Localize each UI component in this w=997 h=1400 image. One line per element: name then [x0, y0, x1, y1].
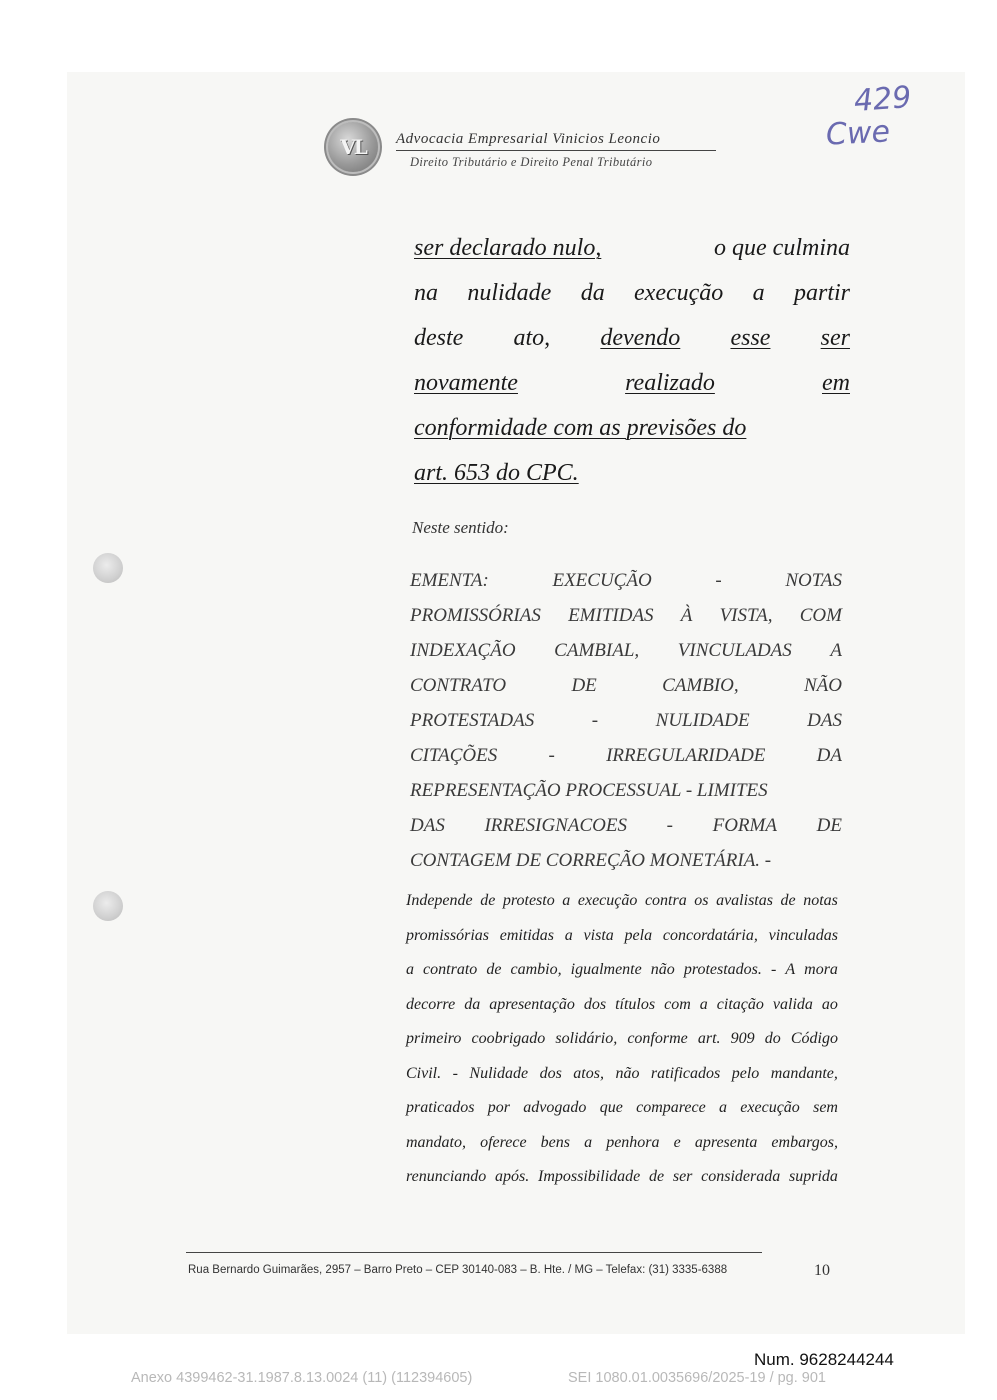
ementa-word: -	[715, 570, 722, 591]
handwritten-number: 429	[852, 80, 913, 119]
body-word: pela	[624, 926, 653, 944]
footer-divider	[186, 1252, 762, 1253]
lead-word: esse	[730, 325, 771, 351]
lead-word: em	[822, 370, 850, 396]
lead-word: ser	[820, 325, 850, 351]
body-word: ao	[821, 995, 838, 1013]
body-word: promissórias	[406, 926, 489, 944]
ementa-word: CAMBIO,	[662, 675, 739, 696]
body-word: a	[699, 995, 708, 1013]
ementa-word: IRRESIGNACOES	[484, 815, 627, 836]
ementa-word: NÃO	[803, 675, 842, 696]
lead-line	[414, 406, 850, 451]
body-word: pelo	[731, 1064, 760, 1082]
body-word: vinculadas	[768, 926, 838, 944]
body-word: apresenta	[694, 1133, 758, 1151]
lead-line	[414, 361, 850, 406]
lead-word: a	[752, 280, 765, 306]
body-line	[406, 919, 838, 954]
ementa-word: CAMBIAL,	[554, 640, 640, 661]
body-word: 909	[730, 1030, 755, 1047]
ementa-word: NOTAS	[785, 570, 842, 591]
body-word: oferece	[480, 1133, 527, 1151]
body-word: igualmente	[570, 961, 642, 978]
body-word: a	[406, 961, 414, 978]
firm-name: Advocacia Empresarial Vinicios Leoncio	[396, 131, 716, 151]
body-word: os	[694, 892, 709, 909]
body-line	[406, 1057, 838, 1092]
lead-line	[414, 451, 850, 496]
ementa-word: -	[666, 815, 673, 836]
body-word: protestados.	[683, 961, 762, 978]
ementa-word: EMENTA:	[410, 570, 489, 591]
body-word: conforme	[627, 1030, 688, 1047]
ementa-word: DAS	[410, 815, 445, 836]
ementa-line	[410, 668, 842, 703]
body-word: cambio,	[510, 961, 562, 978]
ementa-word: PROTESTADAS	[410, 710, 535, 731]
lead-word: ato,	[513, 325, 551, 351]
body-word: contra	[644, 892, 687, 909]
body-word: solidário,	[555, 1030, 618, 1047]
lead-word: ser declarado nulo,	[414, 235, 602, 261]
ementa-line	[410, 843, 842, 878]
ementa-word: DA	[816, 745, 842, 766]
page-number: 10	[814, 1262, 830, 1279]
body-word: Nulidade	[469, 1064, 529, 1082]
body-word: avalistas	[716, 892, 773, 909]
body-word: a	[562, 892, 571, 909]
lead-word: conformidade com as previsões do	[414, 415, 747, 441]
body-word: mandante,	[770, 1064, 838, 1082]
ementa-word: DE	[571, 675, 597, 696]
ementa-word: À	[680, 605, 693, 626]
lead-word: novamente	[414, 370, 518, 396]
lead-word: nulidade	[467, 280, 552, 306]
firm-logo: VL	[328, 122, 378, 172]
ementa-word: PROMISSÓRIAS	[410, 605, 541, 626]
body-word: após.	[495, 1168, 530, 1185]
ementa-word: FORMA	[712, 815, 777, 836]
body-word: -	[452, 1064, 458, 1082]
body-word: art.	[697, 1030, 721, 1047]
ementa-line	[410, 738, 842, 773]
body-word: dos	[583, 995, 607, 1013]
lead-word: realizado	[625, 370, 715, 396]
body-word: coobrigado	[471, 1030, 546, 1047]
body-word: não	[615, 1064, 640, 1082]
ementa-word: INDEXAÇÃO	[410, 640, 516, 661]
body-line	[406, 1160, 838, 1195]
body-word: sem	[813, 1099, 838, 1116]
body-word: de	[480, 892, 496, 909]
lead-word: da	[580, 280, 605, 306]
ementa-word: DE	[816, 815, 842, 836]
body-word: Impossibilidade	[538, 1168, 641, 1185]
body-word: concordatária,	[662, 926, 758, 944]
body-word: suprida	[789, 1168, 838, 1185]
lead-word: execução	[634, 280, 724, 306]
body-word: citação	[716, 995, 764, 1013]
lead-word: deste	[414, 325, 464, 351]
binder-hole	[93, 891, 123, 921]
body-word: renunciando	[406, 1168, 487, 1185]
body-word: a	[584, 1133, 593, 1151]
anexo-stamp: Anexo 4399462-31.1987.8.13.0024 (11) (112394605)	[131, 1370, 473, 1386]
ementa-line	[410, 633, 842, 668]
body-word: advogado	[523, 1099, 587, 1116]
body-word: apresentação	[489, 995, 575, 1013]
lead-word: devendo	[600, 325, 681, 351]
document-number-stamp: Num. 9628244244	[754, 1350, 894, 1369]
firm-subtitle: Direito Tributário e Direito Penal Tributário	[410, 155, 653, 169]
body-word: do	[764, 1030, 781, 1047]
lead-line	[414, 316, 850, 361]
body-word: valida	[772, 995, 813, 1013]
body-word: da	[464, 995, 481, 1013]
body-word: bens	[540, 1133, 570, 1151]
body-word: de	[648, 1168, 665, 1185]
ementa-word: VISTA,	[719, 605, 773, 626]
body-word: execução	[577, 892, 638, 909]
ementa-word: IRREGULARIDADE	[606, 745, 766, 766]
body-word: Código	[790, 1030, 838, 1047]
ementa-line	[410, 808, 842, 843]
body-word: vista	[583, 926, 614, 944]
body-word: ratificados	[650, 1064, 721, 1082]
body-word: notas	[803, 892, 838, 909]
ementa-word: NULIDADE	[655, 710, 750, 731]
body-word: atos,	[573, 1064, 604, 1082]
ementa-word: CONTAGEM DE CORREÇÃO MONETÁRIA. -	[410, 850, 772, 871]
body-word: protesto	[502, 892, 555, 909]
body-word: -	[770, 961, 777, 978]
ementa-word: CITAÇÕES	[410, 745, 498, 766]
ementa-word: COM	[799, 605, 842, 626]
body-word: mandato,	[406, 1133, 466, 1151]
body-word: a	[564, 926, 573, 944]
body-word: contrato	[423, 961, 478, 978]
body-word: decorre	[406, 995, 456, 1013]
body-word: penhora	[606, 1133, 660, 1151]
footer-address: Rua Bernardo Guimarães, 2957 – Barro Preto – CEP 30140-083 – B. Hte. / MG – Telefax: (31) 3335-6388	[188, 1264, 728, 1276]
binder-hole	[93, 553, 123, 583]
body-line	[406, 953, 838, 988]
lead-word: partir	[793, 280, 850, 306]
ementa-word: REPRESENTAÇÃO PROCESSUAL - LIMITES	[410, 780, 768, 801]
body-word: mora	[804, 961, 838, 978]
body-word: e	[673, 1133, 681, 1151]
body-word: por	[487, 1099, 510, 1116]
body-word: emitidas	[499, 926, 554, 944]
body-word: com	[664, 995, 691, 1013]
ementa-line	[410, 773, 842, 808]
handwritten-page-mark	[808, 82, 948, 162]
body-word: praticados	[406, 1099, 475, 1116]
lead-word: art. 653 do CPC.	[414, 460, 579, 486]
ementa-word: CONTRATO	[410, 675, 507, 696]
body-word: ser	[672, 1168, 693, 1185]
body-word: Civil.	[406, 1064, 442, 1082]
body-word: de	[780, 892, 796, 909]
body-line	[406, 1022, 838, 1057]
body-line	[406, 1126, 838, 1161]
ementa-block	[410, 563, 842, 878]
ementa-word: -	[548, 745, 555, 766]
body-line	[406, 1091, 838, 1126]
lead-word: o que culmina	[714, 235, 850, 261]
ementa-word: EXECUÇÃO	[552, 570, 652, 591]
lead-line	[414, 226, 850, 271]
lead-paragraph	[414, 226, 850, 496]
body-word: de	[486, 961, 502, 978]
body-word: que	[599, 1099, 623, 1116]
body-word: execução	[740, 1099, 800, 1116]
body-word: dos	[539, 1064, 562, 1082]
body-word: títulos	[615, 995, 656, 1013]
handwritten-signature: Cwe	[825, 114, 891, 153]
ementa-word: -	[591, 710, 599, 731]
body-word: embargos,	[771, 1133, 838, 1151]
ementa-word: EMITIDAS	[568, 605, 654, 626]
ementa-line	[410, 563, 842, 598]
body-word: primeiro	[406, 1030, 462, 1047]
neste-sentido-label: Neste sentido:	[412, 518, 509, 537]
body-line	[406, 988, 838, 1023]
body-word: Independe	[406, 892, 473, 909]
ementa-word: DAS	[807, 710, 842, 731]
body-word: a	[718, 1099, 727, 1116]
body-word: comparece	[636, 1099, 706, 1116]
body-word: não	[650, 961, 675, 978]
ementa-body-text	[406, 884, 838, 1195]
ementa-line	[410, 598, 842, 633]
lead-line	[414, 271, 850, 316]
sei-stamp: SEI 1080.01.0035696/2025-19 / pg. 901	[568, 1370, 826, 1386]
body-word: considerada	[701, 1168, 781, 1185]
ementa-word: VINCULADAS	[677, 640, 792, 661]
body-line	[406, 884, 838, 919]
ementa-line	[410, 703, 842, 738]
body-word: A	[785, 961, 796, 978]
ementa-word: A	[830, 640, 842, 661]
lead-word: na	[414, 280, 438, 306]
